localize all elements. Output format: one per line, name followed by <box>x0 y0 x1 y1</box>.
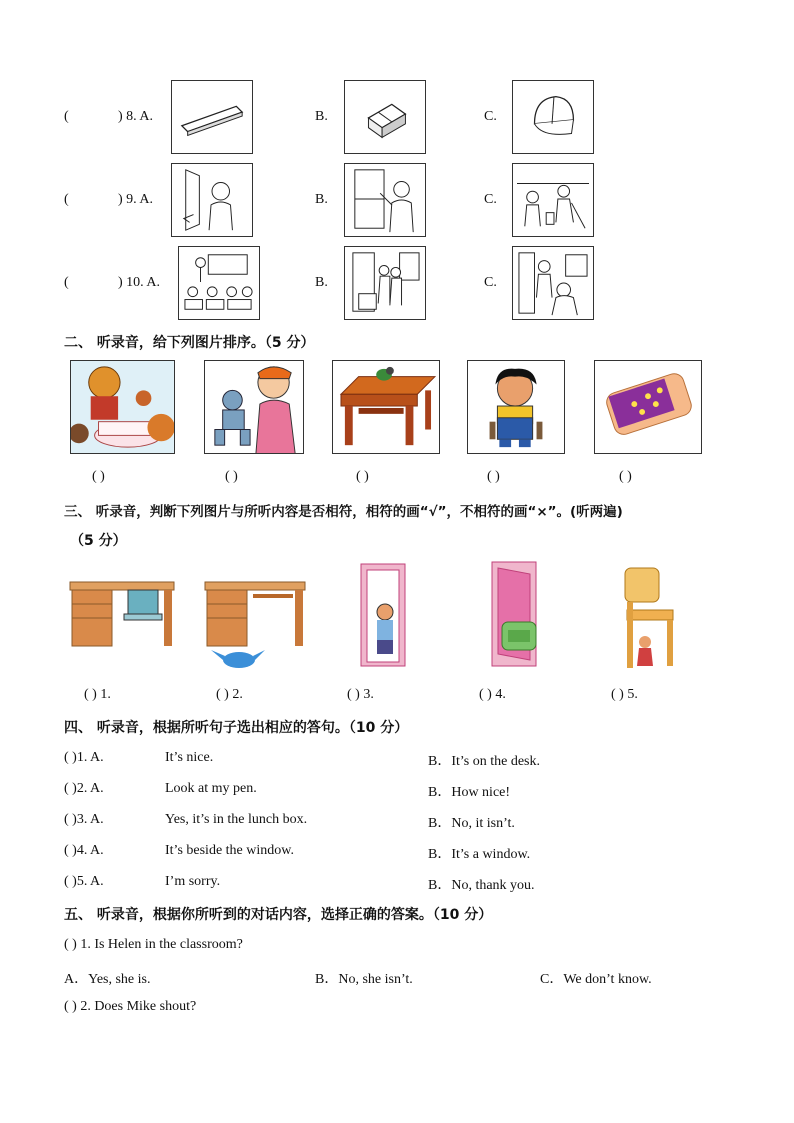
door-bag-image[interactable] <box>488 560 546 670</box>
option-c-label: C. <box>484 192 497 207</box>
clean-window-image[interactable] <box>344 163 426 237</box>
question-number: ) 8. A. <box>118 109 153 124</box>
q1-option-a[interactable]: A．Yes, she is. <box>64 972 151 987</box>
q1-option-c[interactable]: C．We don’t know. <box>540 972 652 987</box>
desk-bird-image[interactable] <box>332 360 440 454</box>
option-a[interactable]: I’m sorry. <box>165 874 221 889</box>
item-number: ( )2. A. <box>64 781 104 796</box>
part5-heading: 五、 听录音，根据你所听到的对话内容，选择正确的答案。（10 分） <box>64 907 493 923</box>
option-b-label: B. <box>315 192 328 207</box>
item-number: ( )1. A. <box>64 750 104 765</box>
sort-blank-5[interactable]: ( ) <box>619 469 632 484</box>
part5-question-1: ( ) 1. Is Helen in the classroom? <box>64 937 243 952</box>
desk-computer-image[interactable] <box>68 578 176 650</box>
answer-paren: ( <box>64 192 69 207</box>
part4-heading: 四、 听录音，根据所听句子选出相应的答句。（10 分） <box>64 720 409 736</box>
judge-label-4[interactable]: ( ) 4. <box>479 687 506 702</box>
option-b[interactable]: B．It’s on the desk. <box>428 754 540 769</box>
q1-option-b[interactable]: B．No, she isn’t. <box>315 972 413 987</box>
judge-label-2[interactable]: ( ) 2. <box>216 687 243 702</box>
cap-image[interactable] <box>512 80 594 154</box>
option-b[interactable]: B．No, thank you. <box>428 878 535 893</box>
clean-classroom-image[interactable] <box>512 163 594 237</box>
answer-paren: ( <box>64 275 69 290</box>
answer-paren: ( <box>64 109 69 124</box>
option-a[interactable]: Look at my pen. <box>165 781 257 796</box>
boys-classroom-image[interactable] <box>512 246 594 320</box>
boy-overalls-image[interactable] <box>467 360 565 454</box>
option-b-label: B. <box>315 109 328 124</box>
part2-heading: 二、 听录音，给下列图片排序。（5 分） <box>64 335 315 351</box>
item-number: ( )3. A. <box>64 812 104 827</box>
chair-doll-image[interactable] <box>615 566 679 672</box>
sort-blank-2[interactable]: ( ) <box>225 469 238 484</box>
pencil-box-eraser-image[interactable] <box>594 360 702 454</box>
sort-blank-1[interactable]: ( ) <box>92 469 105 484</box>
option-a[interactable]: Yes, it’s in the lunch box. <box>165 812 308 827</box>
part3-heading: 三、 听录音，判断下列图片与所听内容是否相符，相符的画“√”，不相符的画“×”。(听两遍) <box>64 504 623 520</box>
sort-blank-3[interactable]: ( ) <box>356 469 369 484</box>
option-a[interactable]: It’s beside the window. <box>165 843 294 858</box>
item-number: ( )5. A. <box>64 874 104 889</box>
question-number: ) 9. A. <box>118 192 153 207</box>
door-boy-image[interactable] <box>357 562 409 670</box>
judge-label-5[interactable]: ( ) 5. <box>611 687 638 702</box>
part5-question-2: ( ) 2. Does Mike shout? <box>64 999 197 1014</box>
robot-toy-image[interactable] <box>204 360 304 454</box>
sort-blank-4[interactable]: ( ) <box>487 469 500 484</box>
eraser-image[interactable] <box>344 80 426 154</box>
birthday-party-image[interactable] <box>70 360 175 454</box>
part3-heading-score: （5 分） <box>70 533 127 549</box>
item-number: ( )4. A. <box>64 843 104 858</box>
open-door-image[interactable] <box>171 163 253 237</box>
judge-label-1[interactable]: ( ) 1. <box>84 687 111 702</box>
option-c-label: C. <box>484 275 497 290</box>
option-c-label: C. <box>484 109 497 124</box>
option-a[interactable]: It’s nice. <box>165 750 214 765</box>
ruler-image[interactable] <box>171 80 253 154</box>
option-b-label: B. <box>315 275 328 290</box>
desk-bird-blue-image[interactable] <box>203 578 307 674</box>
students-window-image[interactable] <box>344 246 426 320</box>
classroom-teacher-image[interactable] <box>178 246 260 320</box>
judge-label-3[interactable]: ( ) 3. <box>347 687 374 702</box>
option-b[interactable]: B．No, it isn’t. <box>428 816 515 831</box>
option-b[interactable]: B．How nice! <box>428 785 511 800</box>
question-number: ) 10. A. <box>118 275 160 290</box>
option-b[interactable]: B．It’s a window. <box>428 847 531 862</box>
